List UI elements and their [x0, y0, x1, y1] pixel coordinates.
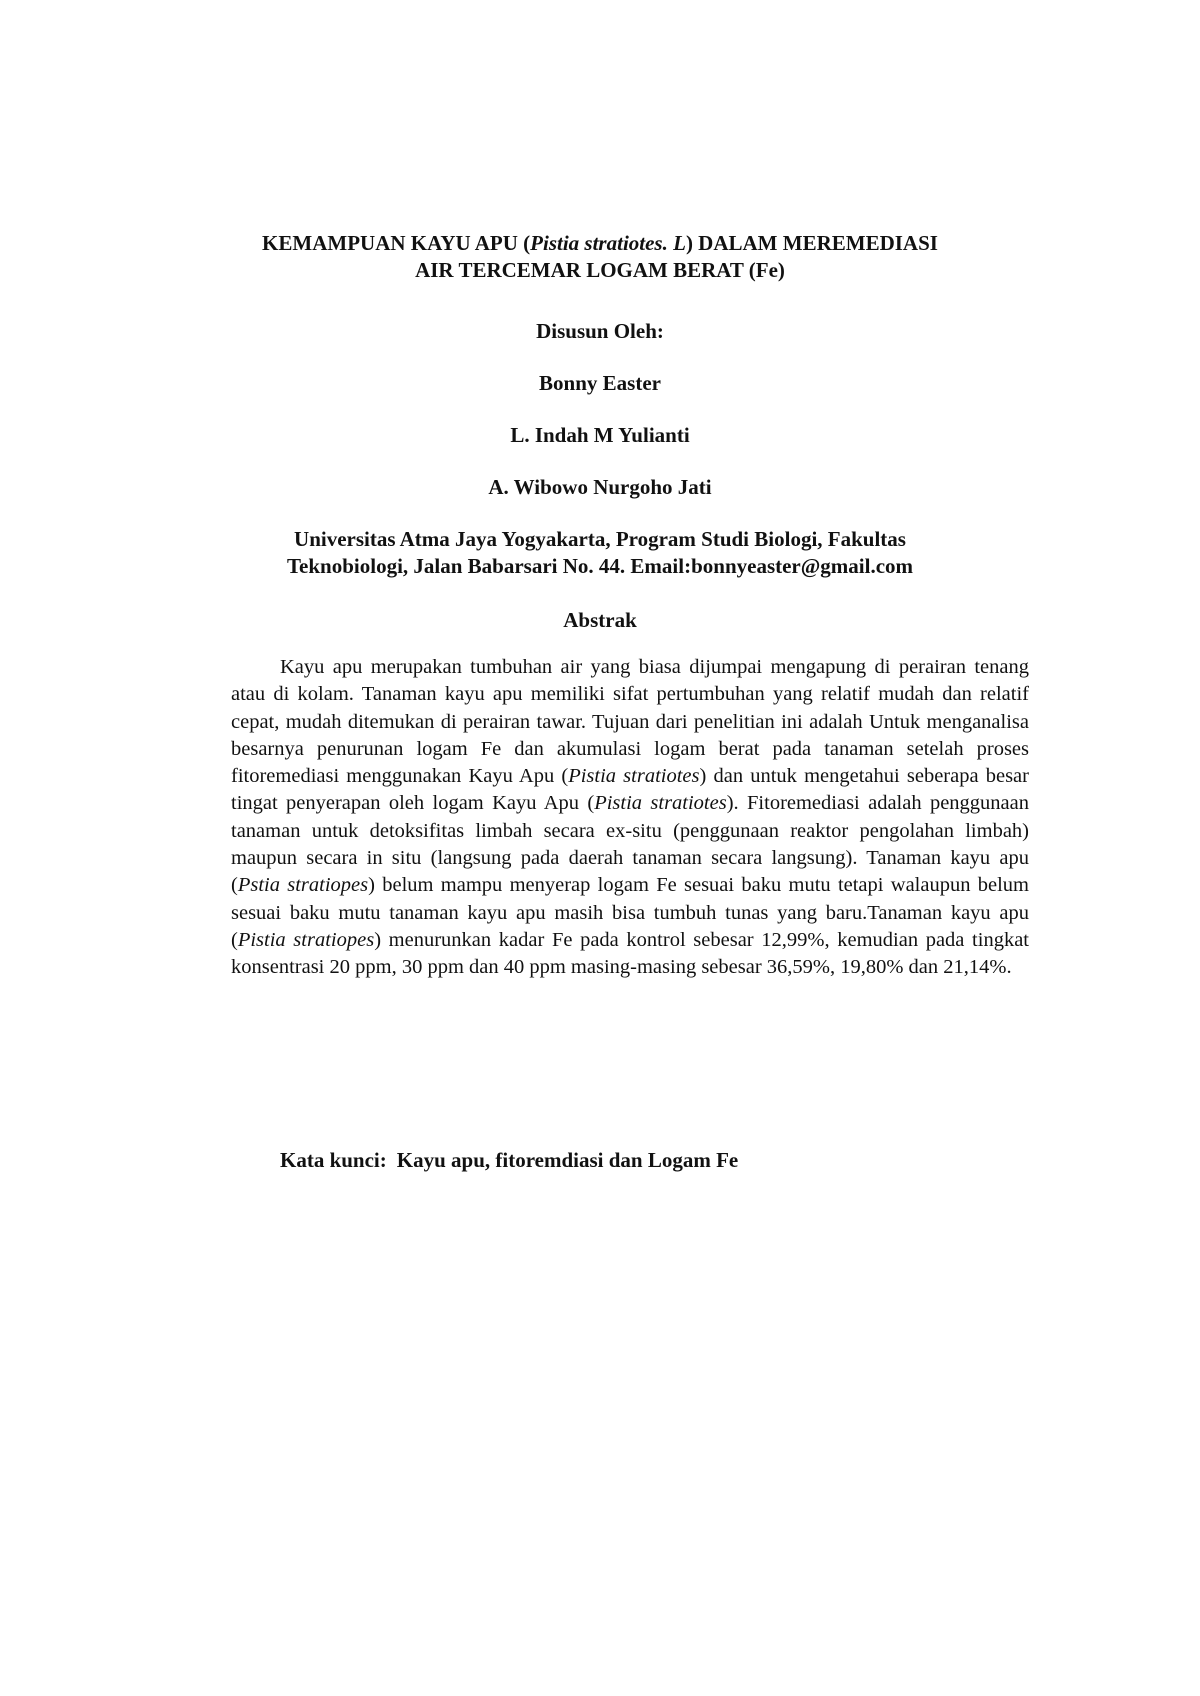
- species-name: Pstia stratiopes: [237, 874, 369, 897]
- author-1: Bonny Easter: [539, 371, 661, 395]
- abstract-heading: Abstrak: [563, 608, 637, 632]
- title-text-part-1: KEMAMPUAN KAYU APU (: [262, 231, 531, 255]
- affiliation-line-1: Universitas Atma Jaya Yogyakarta, Program Studi Biologi, Fakultas: [294, 527, 906, 551]
- affiliation: [200, 526, 1000, 580]
- abstract-body: [231, 654, 1029, 982]
- keywords-label: Kata kunci:: [280, 1148, 387, 1172]
- abstract-text: ) menurunkan kadar Fe pada kontrol sebesar 12,99%, kemudian pada tingkat konsentrasi 20 ppm, 30 ppm dan 40 ppm masing-masing sebesar 36,59%, 19,80% dan 21,14%.: [231, 928, 1029, 979]
- title-species-name: Pistia stratiotes. L: [530, 231, 686, 255]
- title-line-1: [200, 230, 1000, 257]
- species-name: Pistia stratiotes: [568, 765, 700, 788]
- abstract-text: ) belum mampu menyerap logam Fe sesuai baku mutu tetapi walaupun belum sesuai baku mutu tanaman kayu apu masih bisa tumbuh tunas yang baru.Tanaman kayu apu (: [231, 874, 1029, 951]
- author-3: A. Wibowo Nurgoho Jati: [488, 475, 712, 499]
- title-text-part-2: ) DALAM MEREMEDIASI: [685, 231, 938, 255]
- abstract-text: Kayu apu merupakan tumbuhan air yang biasa dijumpai mengapung di perairan tenang atau di kolam. Tanaman kayu apu memiliki sifat pertumbuhan yang relatif mudah dan relatif cepat, mudah ditemukan di perairan tawar. Tujuan dari penelitian ini adalah Untuk menganalisa besarnya penurunan logam Fe dan akumulasi logam berat pada tanaman setelah proses fitoremediasi menggunakan Kayu Apu (: [231, 656, 1029, 788]
- keywords-value: Kayu apu, fitoremdiasi dan Logam Fe: [396, 1148, 739, 1172]
- abstract-text: ) dan untuk mengetahui seberapa besar tingat penyerapan oleh logam Kayu Apu (: [231, 765, 1029, 815]
- paper-title: [200, 230, 1000, 284]
- compiled-by-label: Disusun Oleh:: [536, 319, 664, 343]
- author-2: L. Indah M Yulianti: [510, 423, 690, 447]
- species-name: Pistia stratiopes: [237, 928, 375, 951]
- abstract-text: ). Fitoremediasi adalah penggunaan tanaman untuk detoksifitas limbah secara ex-situ (penggunaan reaktor pengolahan limbah) maupun secara in situ (langsung pada daerah tanaman secara langsung). Tanaman kayu apu (: [231, 792, 1029, 897]
- title-line-2: AIR TERCEMAR LOGAM BERAT (Fe): [415, 258, 785, 282]
- species-name: Pistia stratiotes: [594, 792, 727, 815]
- affiliation-line-2: Teknobiologi, Jalan Babarsari No. 44. Email:bonnyeaster@gmail.com: [286, 554, 914, 578]
- keywords: [280, 1147, 738, 1174]
